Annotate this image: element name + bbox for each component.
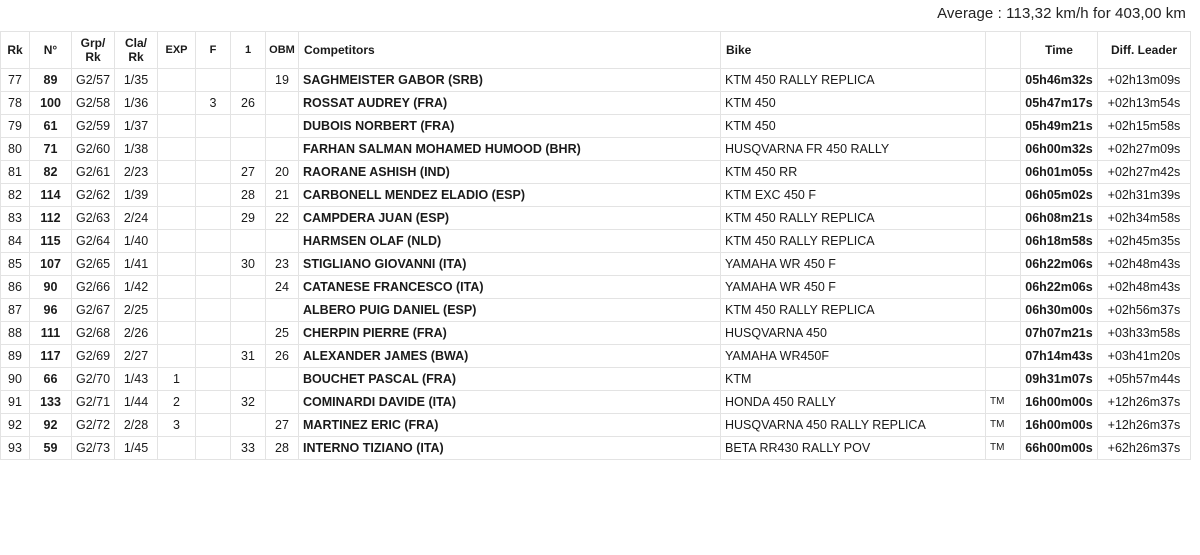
cell-1: [231, 368, 266, 391]
table-row: [1, 391, 1191, 414]
cell-competitor: STIGLIANO GIOVANNI (ITA): [299, 253, 721, 276]
cell-time: 05h47m17s: [1021, 92, 1098, 115]
cell-group-rank: G2/63: [72, 207, 115, 230]
cell-class-rank: 2/28: [115, 414, 158, 437]
cell-diff-leader: +02h48m43s: [1098, 276, 1191, 299]
cell-number: 133: [30, 391, 72, 414]
cell-bike: YAMAHA WR450F: [721, 345, 986, 368]
cell-competitor: DUBOIS NORBERT (FRA): [299, 115, 721, 138]
cell-competitor: COMINARDI DAVIDE (ITA): [299, 391, 721, 414]
cell-number: 59: [30, 437, 72, 460]
cell-exp: [158, 138, 196, 161]
results-body: [1, 69, 1191, 460]
cell-competitor: ALBERO PUIG DANIEL (ESP): [299, 299, 721, 322]
cell-exp: [158, 437, 196, 460]
cell-time: 16h00m00s: [1021, 414, 1098, 437]
cell-class-rank: 1/44: [115, 391, 158, 414]
cell-obm: 27: [266, 414, 299, 437]
cell-tm-mark: [986, 184, 1021, 207]
cell-tm-mark: [986, 322, 1021, 345]
cell-bike: KTM 450 RALLY REPLICA: [721, 69, 986, 92]
cell-bike: KTM: [721, 368, 986, 391]
cell-group-rank: G2/68: [72, 322, 115, 345]
cell-bike: KTM 450 RALLY REPLICA: [721, 299, 986, 322]
cell-rank: 91: [1, 391, 30, 414]
cell-number: 107: [30, 253, 72, 276]
cell-bike: HUSQVARNA 450: [721, 322, 986, 345]
cell-tm-mark: TM: [986, 391, 1021, 414]
table-row: [1, 230, 1191, 253]
cell-diff-leader: +12h26m37s: [1098, 414, 1191, 437]
cell-rank: 81: [1, 161, 30, 184]
table-row: [1, 253, 1191, 276]
cell-class-rank: 1/39: [115, 184, 158, 207]
cell-time: 16h00m00s: [1021, 391, 1098, 414]
cell-obm: 25: [266, 322, 299, 345]
cell-competitor: SAGHMEISTER GABOR (SRB): [299, 69, 721, 92]
cell-1: [231, 322, 266, 345]
cell-bike: YAMAHA WR 450 F: [721, 276, 986, 299]
cell-rank: 89: [1, 345, 30, 368]
table-row: [1, 322, 1191, 345]
cell-group-rank: G2/65: [72, 253, 115, 276]
cell-time: 06h30m00s: [1021, 299, 1098, 322]
cell-1: 32: [231, 391, 266, 414]
cell-group-rank: G2/72: [72, 414, 115, 437]
cell-f: [196, 253, 231, 276]
cell-time: 66h00m00s: [1021, 437, 1098, 460]
cell-1: [231, 276, 266, 299]
cell-number: 117: [30, 345, 72, 368]
table-row: [1, 161, 1191, 184]
cell-exp: 2: [158, 391, 196, 414]
cell-obm: 19: [266, 69, 299, 92]
cell-competitor: BOUCHET PASCAL (FRA): [299, 368, 721, 391]
cell-tm-mark: [986, 138, 1021, 161]
table-row: [1, 437, 1191, 460]
cell-1: 27: [231, 161, 266, 184]
cell-f: [196, 368, 231, 391]
cell-rank: 90: [1, 368, 30, 391]
cell-obm: 20: [266, 161, 299, 184]
table-row: [1, 299, 1191, 322]
cell-tm-mark: [986, 161, 1021, 184]
cell-bike: KTM EXC 450 F: [721, 184, 986, 207]
col-header-rk: Rk: [1, 32, 30, 69]
cell-competitor: HARMSEN OLAF (NLD): [299, 230, 721, 253]
cell-rank: 83: [1, 207, 30, 230]
cell-f: [196, 138, 231, 161]
cell-number: 100: [30, 92, 72, 115]
cell-class-rank: 1/42: [115, 276, 158, 299]
cell-exp: [158, 230, 196, 253]
cell-class-rank: 2/26: [115, 322, 158, 345]
cell-tm-mark: [986, 299, 1021, 322]
cell-tm-mark: [986, 92, 1021, 115]
cell-bike: HUSQVARNA 450 RALLY REPLICA: [721, 414, 986, 437]
cell-tm-mark: [986, 345, 1021, 368]
cell-obm: 21: [266, 184, 299, 207]
cell-class-rank: 1/35: [115, 69, 158, 92]
cell-1: 33: [231, 437, 266, 460]
table-row: [1, 414, 1191, 437]
cell-f: [196, 414, 231, 437]
cell-obm: [266, 391, 299, 414]
col-header-time: Time: [1021, 32, 1098, 69]
cell-1: [231, 230, 266, 253]
cell-1: 29: [231, 207, 266, 230]
cell-diff-leader: +02h15m58s: [1098, 115, 1191, 138]
cell-diff-leader: +02h45m35s: [1098, 230, 1191, 253]
cell-bike: KTM 450 RR: [721, 161, 986, 184]
cell-tm-mark: [986, 230, 1021, 253]
col-header-diff-leader: Diff. Leader: [1098, 32, 1191, 69]
cell-competitor: ROSSAT AUDREY (FRA): [299, 92, 721, 115]
cell-class-rank: 2/23: [115, 161, 158, 184]
cell-f: [196, 345, 231, 368]
cell-time: 06h22m06s: [1021, 253, 1098, 276]
cell-exp: [158, 322, 196, 345]
cell-obm: [266, 299, 299, 322]
cell-class-rank: 1/37: [115, 115, 158, 138]
col-header-number: N°: [30, 32, 72, 69]
cell-1: [231, 414, 266, 437]
cell-group-rank: G2/67: [72, 299, 115, 322]
cell-class-rank: 1/45: [115, 437, 158, 460]
cell-rank: 86: [1, 276, 30, 299]
cell-competitor: ALEXANDER JAMES (BWA): [299, 345, 721, 368]
cell-diff-leader: +02h27m09s: [1098, 138, 1191, 161]
col-header-bike: Bike: [721, 32, 986, 69]
cell-tm-mark: [986, 115, 1021, 138]
cell-rank: 93: [1, 437, 30, 460]
cell-group-rank: G2/73: [72, 437, 115, 460]
col-header-obm: OBM: [266, 32, 299, 69]
cell-number: 92: [30, 414, 72, 437]
cell-number: 90: [30, 276, 72, 299]
cell-rank: 79: [1, 115, 30, 138]
cell-class-rank: 1/36: [115, 92, 158, 115]
cell-f: [196, 437, 231, 460]
cell-exp: [158, 92, 196, 115]
cell-bike: HUSQVARNA FR 450 RALLY: [721, 138, 986, 161]
cell-number: 114: [30, 184, 72, 207]
cell-competitor: MARTINEZ ERIC (FRA): [299, 414, 721, 437]
cell-obm: 23: [266, 253, 299, 276]
cell-exp: 3: [158, 414, 196, 437]
cell-1: [231, 115, 266, 138]
cell-diff-leader: +02h13m54s: [1098, 92, 1191, 115]
cell-rank: 84: [1, 230, 30, 253]
cell-diff-leader: +05h57m44s: [1098, 368, 1191, 391]
col-header-tm: [986, 32, 1021, 69]
cell-exp: [158, 345, 196, 368]
cell-time: 06h08m21s: [1021, 207, 1098, 230]
cell-tm-mark: TM: [986, 437, 1021, 460]
cell-class-rank: 2/25: [115, 299, 158, 322]
cell-f: [196, 230, 231, 253]
col-header-1: 1: [231, 32, 266, 69]
cell-class-rank: 1/41: [115, 253, 158, 276]
cell-diff-leader: +02h27m42s: [1098, 161, 1191, 184]
cell-exp: [158, 184, 196, 207]
cell-time: 06h05m02s: [1021, 184, 1098, 207]
cell-f: [196, 161, 231, 184]
cell-f: [196, 115, 231, 138]
cell-group-rank: G2/66: [72, 276, 115, 299]
cell-exp: [158, 115, 196, 138]
cell-1: [231, 138, 266, 161]
cell-f: [196, 299, 231, 322]
cell-group-rank: G2/58: [72, 92, 115, 115]
results-table: [0, 31, 1191, 460]
cell-exp: [158, 207, 196, 230]
table-row: [1, 207, 1191, 230]
cell-competitor: FARHAN SALMAN MOHAMED HUMOOD (BHR): [299, 138, 721, 161]
cell-class-rank: 1/38: [115, 138, 158, 161]
table-row: [1, 138, 1191, 161]
cell-rank: 92: [1, 414, 30, 437]
col-header-grp-rk: Grp/ Rk: [72, 32, 115, 69]
table-row: [1, 184, 1191, 207]
cell-obm: 26: [266, 345, 299, 368]
cell-bike: KTM 450: [721, 115, 986, 138]
cell-tm-mark: TM: [986, 414, 1021, 437]
cell-class-rank: 1/40: [115, 230, 158, 253]
cell-obm: 28: [266, 437, 299, 460]
table-row: [1, 276, 1191, 299]
cell-group-rank: G2/59: [72, 115, 115, 138]
cell-number: 96: [30, 299, 72, 322]
cell-diff-leader: +03h41m20s: [1098, 345, 1191, 368]
table-row: [1, 92, 1191, 115]
cell-f: 3: [196, 92, 231, 115]
cell-1: 26: [231, 92, 266, 115]
cell-competitor: CHERPIN PIERRE (FRA): [299, 322, 721, 345]
cell-tm-mark: [986, 207, 1021, 230]
cell-exp: [158, 161, 196, 184]
cell-1: [231, 69, 266, 92]
cell-f: [196, 276, 231, 299]
cell-time: 05h46m32s: [1021, 69, 1098, 92]
cell-time: 06h00m32s: [1021, 138, 1098, 161]
cell-time: 07h07m21s: [1021, 322, 1098, 345]
cell-exp: [158, 276, 196, 299]
cell-diff-leader: +62h26m37s: [1098, 437, 1191, 460]
cell-diff-leader: +02h34m58s: [1098, 207, 1191, 230]
cell-obm: [266, 138, 299, 161]
cell-1: 31: [231, 345, 266, 368]
table-row: [1, 115, 1191, 138]
cell-obm: [266, 230, 299, 253]
cell-number: 112: [30, 207, 72, 230]
cell-1: 28: [231, 184, 266, 207]
cell-time: 09h31m07s: [1021, 368, 1098, 391]
cell-rank: 85: [1, 253, 30, 276]
cell-group-rank: G2/57: [72, 69, 115, 92]
cell-rank: 80: [1, 138, 30, 161]
cell-diff-leader: +12h26m37s: [1098, 391, 1191, 414]
cell-class-rank: 1/43: [115, 368, 158, 391]
cell-exp: [158, 299, 196, 322]
cell-diff-leader: +02h13m09s: [1098, 69, 1191, 92]
cell-f: [196, 391, 231, 414]
cell-obm: 22: [266, 207, 299, 230]
cell-exp: 1: [158, 368, 196, 391]
cell-rank: 87: [1, 299, 30, 322]
cell-exp: [158, 69, 196, 92]
col-header-f: F: [196, 32, 231, 69]
col-header-competitors: Competitors: [299, 32, 721, 69]
table-header-row: [1, 32, 1191, 69]
cell-f: [196, 322, 231, 345]
cell-time: 06h18m58s: [1021, 230, 1098, 253]
cell-number: 71: [30, 138, 72, 161]
cell-f: [196, 184, 231, 207]
cell-diff-leader: +02h48m43s: [1098, 253, 1191, 276]
cell-obm: 24: [266, 276, 299, 299]
cell-exp: [158, 253, 196, 276]
cell-competitor: RAORANE ASHISH (IND): [299, 161, 721, 184]
cell-time: 06h22m06s: [1021, 276, 1098, 299]
cell-class-rank: 2/24: [115, 207, 158, 230]
cell-tm-mark: [986, 276, 1021, 299]
cell-bike: KTM 450: [721, 92, 986, 115]
cell-obm: [266, 92, 299, 115]
cell-number: 111: [30, 322, 72, 345]
cell-rank: 78: [1, 92, 30, 115]
cell-group-rank: G2/64: [72, 230, 115, 253]
cell-obm: [266, 115, 299, 138]
cell-class-rank: 2/27: [115, 345, 158, 368]
cell-tm-mark: [986, 368, 1021, 391]
table-row: [1, 69, 1191, 92]
cell-diff-leader: +02h31m39s: [1098, 184, 1191, 207]
cell-group-rank: G2/61: [72, 161, 115, 184]
cell-number: 66: [30, 368, 72, 391]
cell-group-rank: G2/60: [72, 138, 115, 161]
cell-group-rank: G2/70: [72, 368, 115, 391]
cell-competitor: INTERNO TIZIANO (ITA): [299, 437, 721, 460]
table-row: [1, 345, 1191, 368]
cell-time: 05h49m21s: [1021, 115, 1098, 138]
cell-f: [196, 207, 231, 230]
cell-f: [196, 69, 231, 92]
cell-group-rank: G2/71: [72, 391, 115, 414]
cell-bike: YAMAHA WR 450 F: [721, 253, 986, 276]
cell-1: 30: [231, 253, 266, 276]
cell-number: 115: [30, 230, 72, 253]
cell-obm: [266, 368, 299, 391]
cell-1: [231, 299, 266, 322]
cell-tm-mark: [986, 69, 1021, 92]
cell-rank: 77: [1, 69, 30, 92]
cell-competitor: CAMPDERA JUAN (ESP): [299, 207, 721, 230]
cell-bike: HONDA 450 RALLY: [721, 391, 986, 414]
cell-number: 61: [30, 115, 72, 138]
cell-time: 06h01m05s: [1021, 161, 1098, 184]
table-row: [1, 368, 1191, 391]
cell-tm-mark: [986, 253, 1021, 276]
cell-rank: 82: [1, 184, 30, 207]
cell-competitor: CATANESE FRANCESCO (ITA): [299, 276, 721, 299]
col-header-exp: EXP: [158, 32, 196, 69]
cell-group-rank: G2/62: [72, 184, 115, 207]
cell-bike: BETA RR430 RALLY POV: [721, 437, 986, 460]
col-header-cla-rk: Cla/ Rk: [115, 32, 158, 69]
cell-time: 07h14m43s: [1021, 345, 1098, 368]
cell-rank: 88: [1, 322, 30, 345]
cell-diff-leader: +03h33m58s: [1098, 322, 1191, 345]
cell-number: 89: [30, 69, 72, 92]
cell-bike: KTM 450 RALLY REPLICA: [721, 207, 986, 230]
cell-diff-leader: +02h56m37s: [1098, 299, 1191, 322]
average-speed-text: Average : 113,32 km/h for 403,00 km: [937, 5, 1186, 22]
cell-competitor: CARBONELL MENDEZ ELADIO (ESP): [299, 184, 721, 207]
cell-group-rank: G2/69: [72, 345, 115, 368]
cell-bike: KTM 450 RALLY REPLICA: [721, 230, 986, 253]
cell-number: 82: [30, 161, 72, 184]
